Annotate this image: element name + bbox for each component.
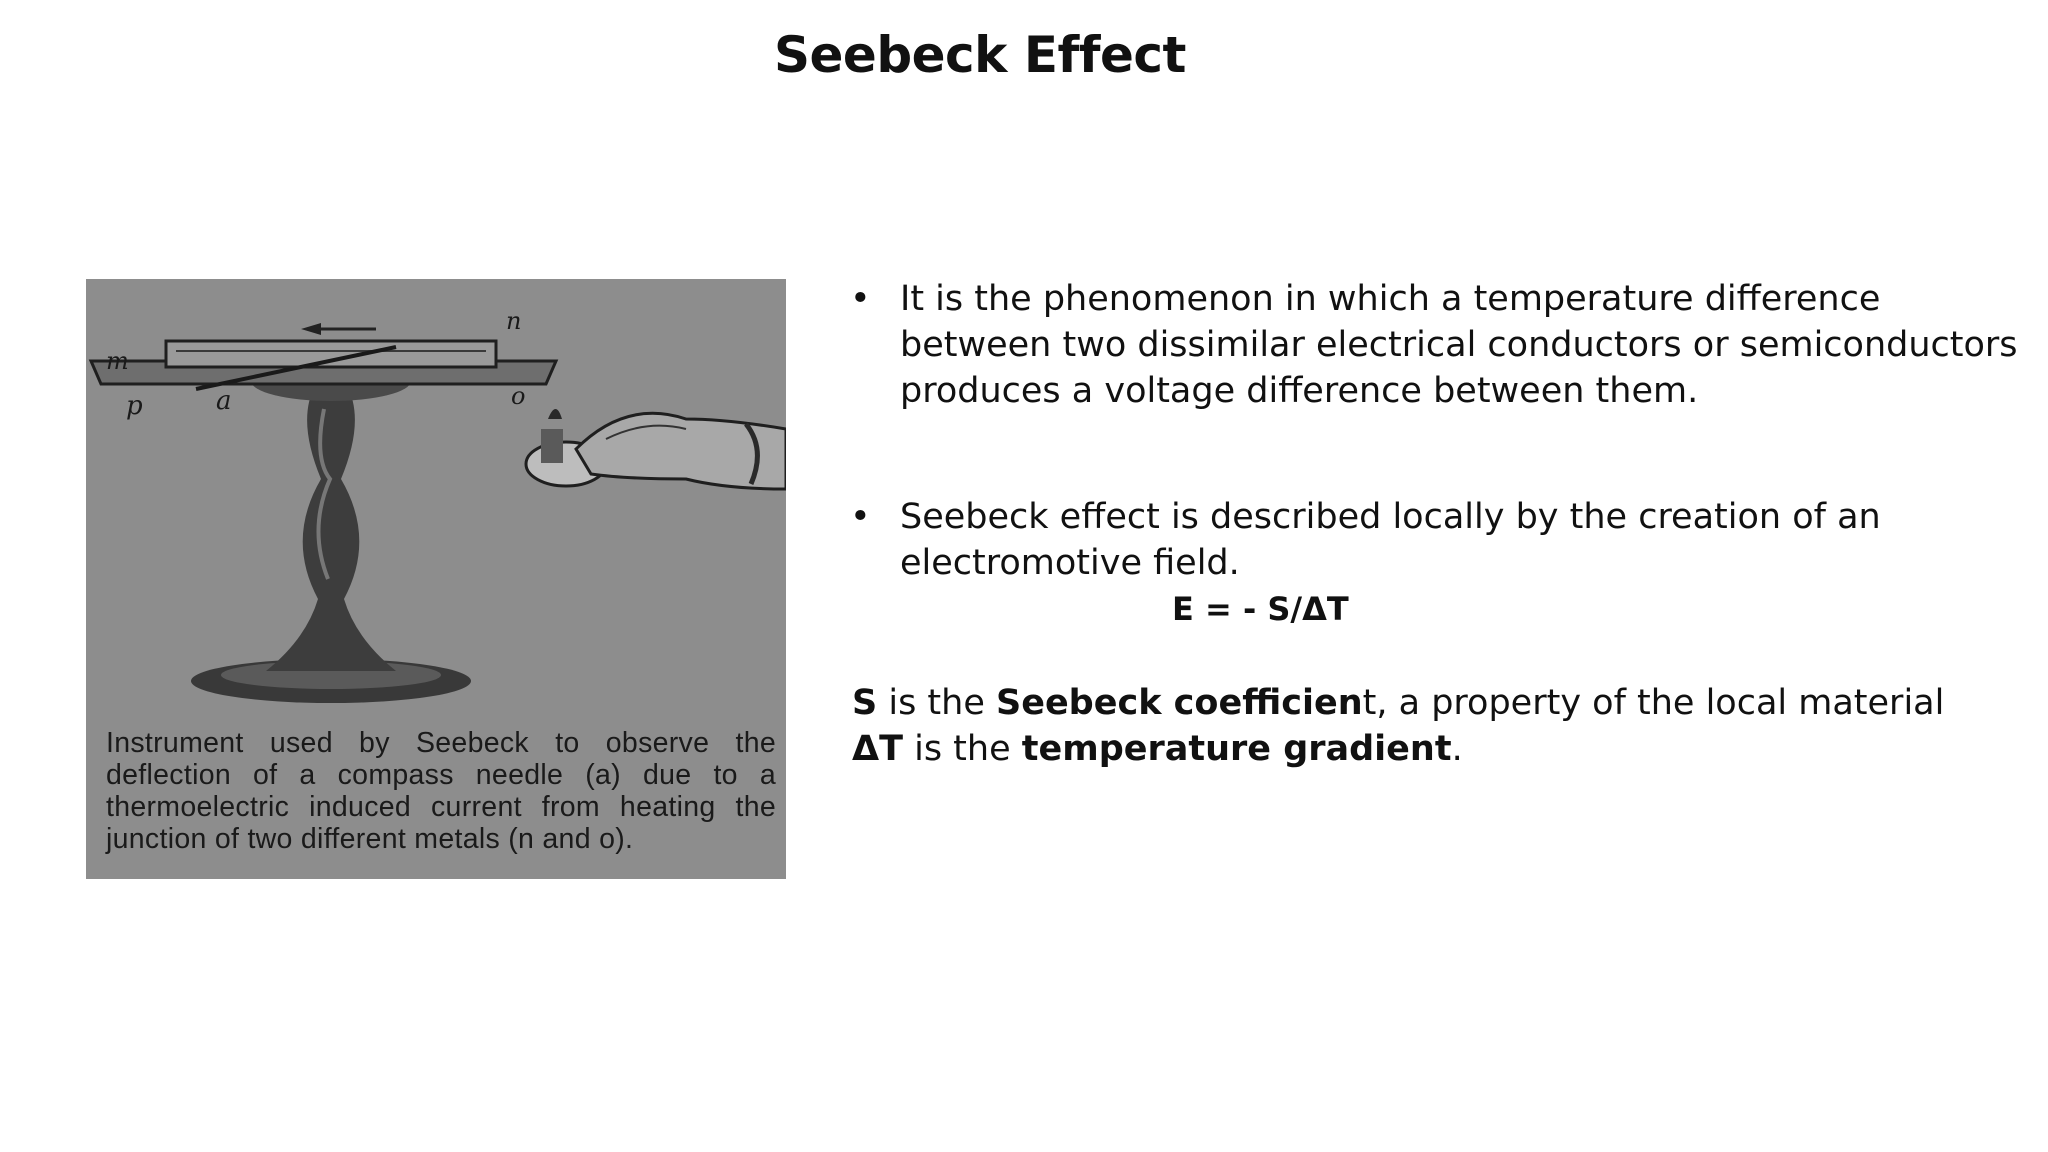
definition-symbol: ΔT <box>852 729 903 769</box>
definition-connector: is the <box>902 729 1022 769</box>
definitions <box>852 680 1944 772</box>
definition-rest: t, a property of the local material <box>1362 683 1945 723</box>
seebeck-apparatus-illustration <box>86 279 786 709</box>
figure-caption: Instrument used by Seebeck to observe the deflection of a compass needle (a) due to a thermoelectric induced current from heating the junction of two different metals (n and o). <box>106 727 776 855</box>
bullet-list <box>850 276 2030 586</box>
label-n: n <box>506 307 522 335</box>
definition-term: temperature gradient <box>1021 729 1452 769</box>
bullet-item <box>850 276 2030 414</box>
definition-symbol: S <box>852 683 878 723</box>
bullet-marker: • <box>850 279 871 319</box>
definition-delta-t <box>852 726 1944 772</box>
definition-rest: . <box>1451 729 1463 769</box>
label-m: m <box>106 347 129 375</box>
label-o: o <box>511 382 526 410</box>
slide-title: Seebeck Effect <box>774 26 1186 84</box>
seebeck-formula: E = - S/ΔT <box>1172 590 1349 628</box>
bullet-text: Seebeck effect is described locally by the creation of an electromotive field. <box>900 497 1881 583</box>
definition-connector: is the <box>877 683 996 723</box>
bullet-item <box>850 494 2030 586</box>
definition-s <box>852 680 1944 726</box>
label-a: a <box>216 386 232 416</box>
bullet-marker: • <box>850 497 871 537</box>
label-p: p <box>126 391 143 421</box>
bullet-text: It is the phenomenon in which a temperature difference between two dissimilar electrical conductors or semiconductors produces a voltage difference between them. <box>900 279 2018 411</box>
definition-term: Seebeck coefficien <box>996 683 1363 723</box>
seebeck-instrument-figure <box>86 279 786 879</box>
